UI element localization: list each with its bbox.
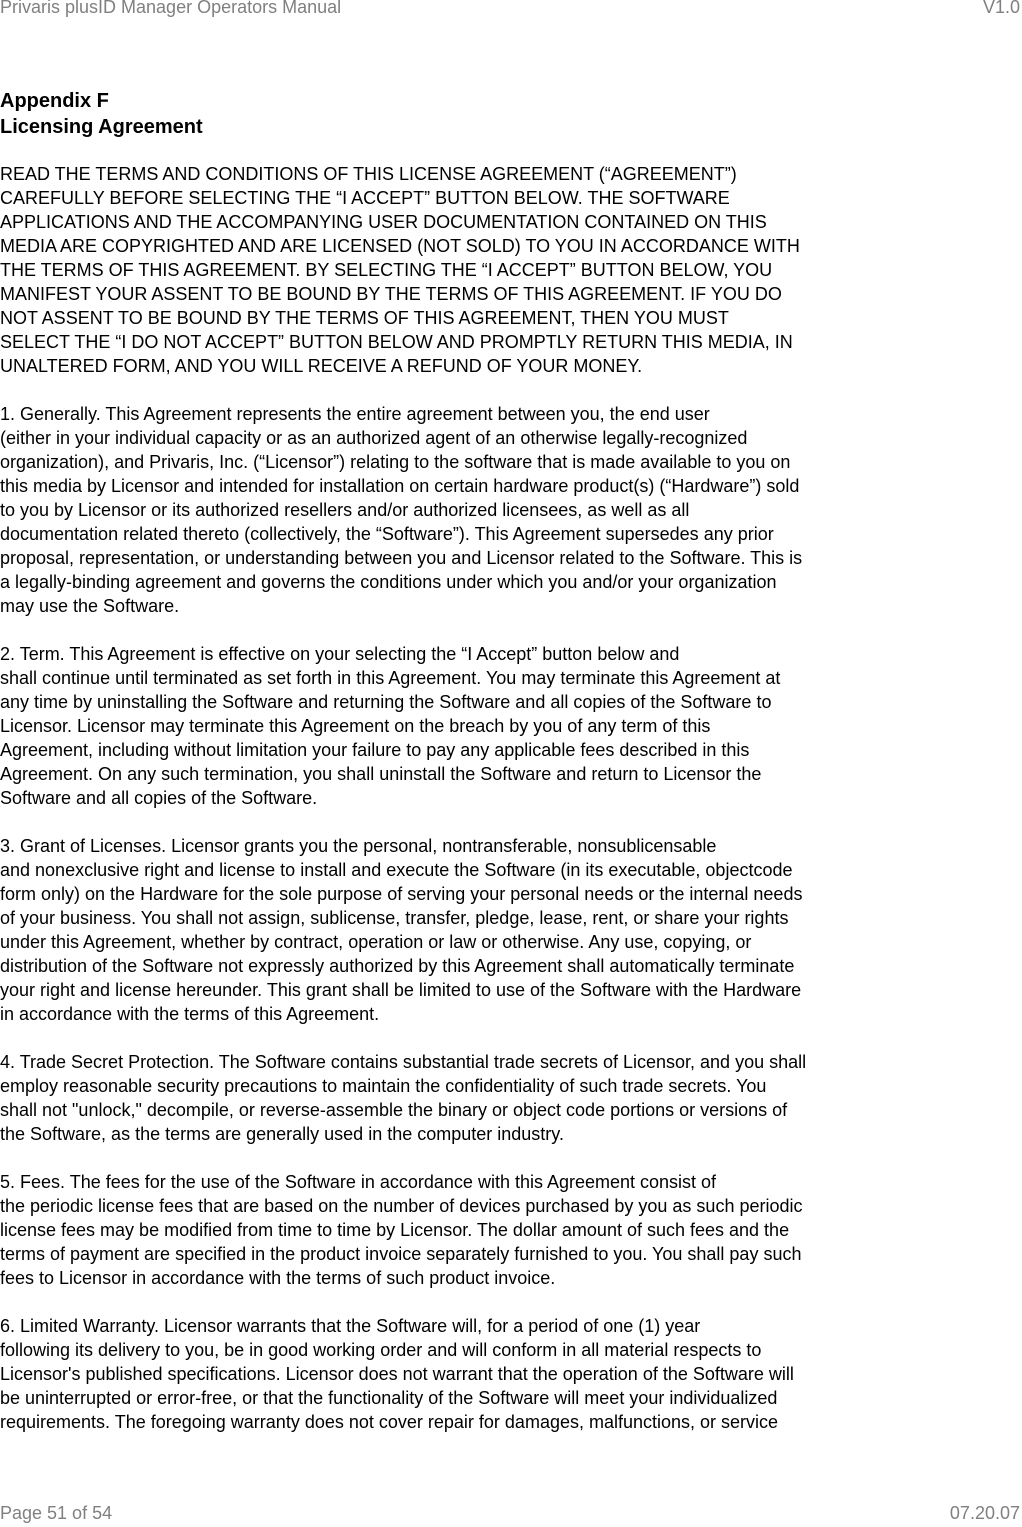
- paragraph-line: be uninterrupted or error-free, or that the functionality of the Software will meet your individualized: [0, 1388, 778, 1408]
- paragraph-line: (either in your individual capacity or as an authorized agent of an otherwise legally-recognized: [0, 428, 748, 448]
- paragraph-line: Licensor. Licensor may terminate this Agreement on the breach by you of any term of this: [0, 716, 711, 736]
- paragraph-line: a legally-binding agreement and governs the conditions under which you and/or your organization: [0, 572, 777, 592]
- paragraph-line: proposal, representation, or understanding between you and Licensor related to the Software. This is: [0, 548, 803, 568]
- paragraph-line: and nonexclusive right and license to install and execute the Software (in its executable, objectcode: [0, 860, 793, 880]
- paragraph-line: under this Agreement, whether by contract, operation or law or otherwise. Any use, copying, or: [0, 932, 752, 952]
- paragraph-line: shall continue until terminated as set forth in this Agreement. You may terminate this Agreement at: [0, 668, 781, 688]
- paragraph-line: following its delivery to you, be in good working order and will conform in all material respects to: [0, 1340, 762, 1360]
- agreement-paragraph: [0, 642, 945, 810]
- paragraph-line: READ THE TERMS AND CONDITIONS OF THIS LICENSE AGREEMENT (“AGREEMENT”): [0, 164, 737, 184]
- paragraph-line: 5. Fees. The fees for the use of the Software in accordance with this Agreement consist of: [0, 1172, 717, 1192]
- paragraph-line: shall not "unlock," decompile, or reverse-assemble the binary or object code portions or versions of: [0, 1100, 788, 1120]
- paragraph-line: Software and all copies of the Software.: [0, 788, 318, 808]
- paragraph-line: SELECT THE “I DO NOT ACCEPT” BUTTON BELOW AND PROMPTLY RETURN THIS MEDIA, IN: [0, 332, 793, 352]
- paragraph-line: 4. Trade Secret Protection. The Software contains substantial trade secrets of Licensor, and you shall: [0, 1052, 807, 1072]
- agreement-body: [0, 162, 945, 1434]
- section-title: [0, 88, 945, 140]
- paragraph-line: this media by Licensor and intended for installation on certain hardware product(s) (“Hardware”) sold: [0, 476, 800, 496]
- paragraph-line: requirements. The foregoing warranty does not cover repair for damages, malfunctions, or service: [0, 1412, 779, 1432]
- paragraph-line: employ reasonable security precautions to maintain the confidentiality of such trade secrets. You: [0, 1076, 767, 1096]
- appendix-heading: Appendix F: [0, 90, 109, 112]
- agreement-paragraph: [0, 162, 945, 378]
- paragraph-line: MEDIA ARE COPYRIGHTED AND ARE LICENSED (NOT SOLD) TO YOU IN ACCORDANCE WITH: [0, 236, 800, 256]
- paragraph-line: documentation related thereto (collectively, the “Software”). This Agreement supersedes any prior: [0, 524, 774, 544]
- agreement-paragraph: [0, 1050, 945, 1146]
- document-version: V1.0: [982, 0, 1020, 17]
- paragraph-line: the Software, as the terms are generally used in the computer industry.: [0, 1124, 564, 1144]
- paragraph-line: 3. Grant of Licenses. Licensor grants you the personal, nontransferable, nonsublicensable: [0, 836, 717, 856]
- paragraph-line: THE TERMS OF THIS AGREEMENT. BY SELECTING THE “I ACCEPT” BUTTON BELOW, YOU: [0, 260, 773, 280]
- page-header: [0, 0, 1022, 21]
- paragraph-line: Agreement. On any such termination, you shall uninstall the Software and return to Licensor the: [0, 764, 762, 784]
- paragraph-line: NOT ASSENT TO BE BOUND BY THE TERMS OF THIS AGREEMENT, THEN YOU MUST: [0, 308, 729, 328]
- page-footer: [0, 1503, 1022, 1527]
- paragraph-line: to you by Licensor or its authorized resellers and/or authorized licensees, as well as all: [0, 500, 690, 520]
- paragraph-line: license fees may be modified from time to time by Licensor. The dollar amount of such fees and the: [0, 1220, 790, 1240]
- paragraph-line: CAREFULLY BEFORE SELECTING THE “I ACCEPT” BUTTON BELOW. THE SOFTWARE: [0, 188, 730, 208]
- paragraph-line: of your business. You shall not assign, sublicense, transfer, pledge, lease, rent, or share your rights: [0, 908, 789, 928]
- paragraph-line: UNALTERED FORM, AND YOU WILL RECEIVE A REFUND OF YOUR MONEY.: [0, 356, 643, 376]
- paragraph-line: 1. Generally. This Agreement represents the entire agreement between you, the end user: [0, 404, 710, 424]
- agreement-paragraph: [0, 1314, 945, 1434]
- paragraph-line: distribution of the Software not expressly authorized by this Agreement shall automatically terminate: [0, 956, 795, 976]
- paragraph-line: Licensor's published specifications. Licensor does not warrant that the operation of the Software will: [0, 1364, 794, 1384]
- paragraph-line: 6. Limited Warranty. Licensor warrants that the Software will, for a period of one (1) year: [0, 1316, 701, 1336]
- paragraph-line: form only) on the Hardware for the sole purpose of serving your personal needs or the internal needs: [0, 884, 803, 904]
- agreement-paragraph: [0, 834, 945, 1026]
- agreement-paragraph: [0, 402, 945, 618]
- agreement-paragraph: [0, 1170, 945, 1290]
- paragraph-line: fees to Licensor in accordance with the terms of such product invoice.: [0, 1268, 556, 1288]
- paragraph-line: APPLICATIONS AND THE ACCOMPANYING USER DOCUMENTATION CONTAINED ON THIS: [0, 212, 767, 232]
- paragraph-line: any time by uninstalling the Software and returning the Software and all copies of the Software to: [0, 692, 772, 712]
- paragraph-line: may use the Software.: [0, 596, 180, 616]
- paragraph-line: in accordance with the terms of this Agreement.: [0, 1004, 380, 1024]
- agreement-heading: Licensing Agreement: [0, 116, 203, 138]
- paragraph-line: terms of payment are specified in the product invoice separately furnished to you. You shall pay such: [0, 1244, 802, 1264]
- document-title: Privaris plusID Manager Operators Manual: [0, 0, 342, 17]
- paragraph-line: MANIFEST YOUR ASSENT TO BE BOUND BY THE TERMS OF THIS AGREEMENT. IF YOU DO: [0, 284, 782, 304]
- paragraph-line: the periodic license fees that are based on the number of devices purchased by you as such periodic: [0, 1196, 803, 1216]
- paragraph-line: 2. Term. This Agreement is effective on your selecting the “I Accept” button below and: [0, 644, 680, 664]
- paragraph-line: organization), and Privaris, Inc. (“Licensor”) relating to the software that is made available to you on: [0, 452, 791, 472]
- page-content: [0, 88, 945, 1458]
- page-number: Page 51 of 54: [0, 1503, 113, 1523]
- paragraph-line: Agreement, including without limitation your failure to pay any applicable fees described in this: [0, 740, 750, 760]
- paragraph-line: your right and license hereunder. This grant shall be limited to use of the Software with the Hardware: [0, 980, 802, 1000]
- document-date: 07.20.07: [949, 1503, 1020, 1523]
